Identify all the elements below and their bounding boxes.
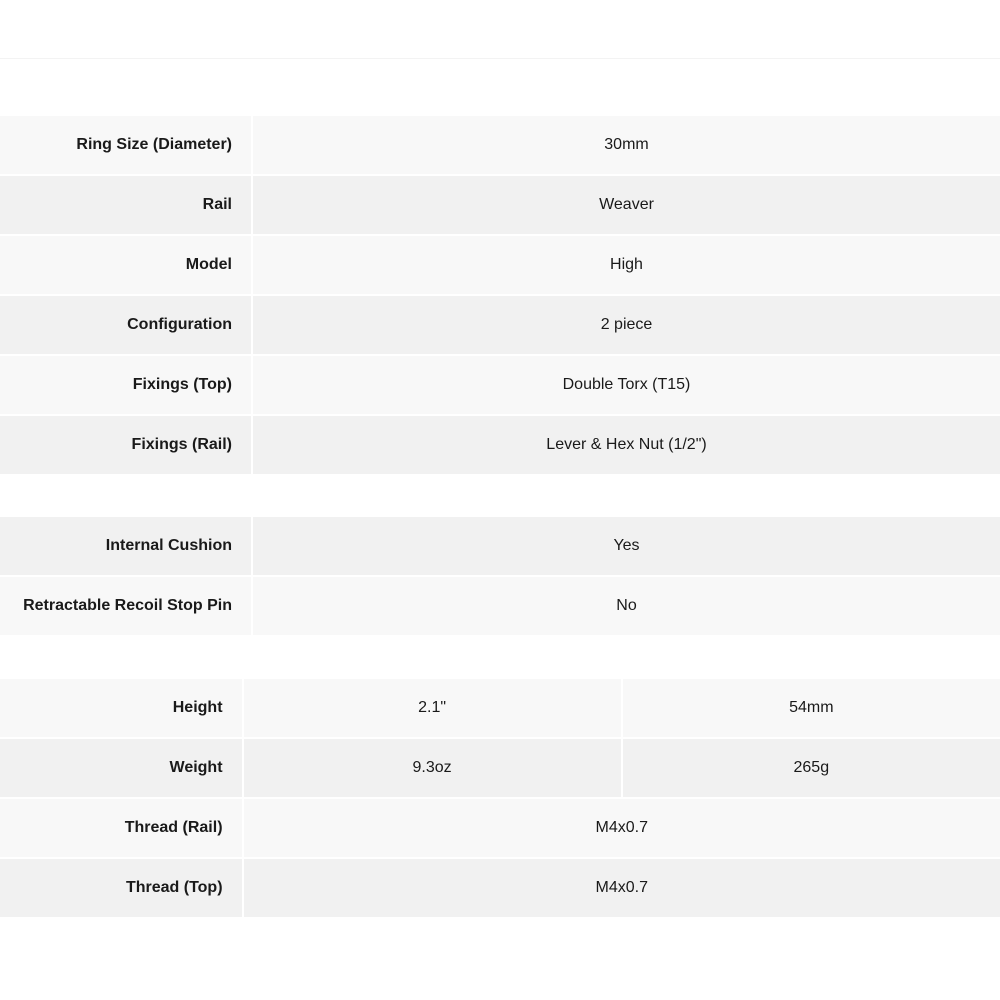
spec-value: No	[253, 577, 1000, 637]
spec-value-metric: 54mm	[623, 679, 1000, 739]
spec-row-thread-rail	[0, 799, 1000, 859]
spec-label: Fixings (Top)	[0, 356, 253, 416]
spec-value: Yes	[253, 517, 1000, 577]
spec-label: Weight	[0, 739, 244, 799]
spec-value: M4x0.7	[244, 799, 1000, 859]
spec-row-height	[0, 679, 1000, 739]
spec-value: High	[253, 236, 1000, 296]
spec-table-dimensions	[0, 679, 1000, 919]
spec-row-internal-cushion	[0, 517, 1000, 577]
spec-value: Double Torx (T15)	[253, 356, 1000, 416]
spec-value: 30mm	[253, 116, 1000, 176]
spec-value: Weaver	[253, 176, 1000, 236]
spec-table-features	[0, 517, 1000, 637]
spec-label: Thread (Rail)	[0, 799, 244, 859]
spec-label: Fixings (Rail)	[0, 416, 253, 476]
spec-row-rail	[0, 176, 1000, 236]
spec-label: Internal Cushion	[0, 517, 253, 577]
spec-value: 2 piece	[253, 296, 1000, 356]
spec-value-imperial: 2.1"	[244, 679, 623, 739]
top-header-band	[0, 0, 1000, 59]
spec-value: Lever & Hex Nut (1/2")	[253, 416, 1000, 476]
spec-row-weight	[0, 739, 1000, 799]
spec-value-imperial: 9.3oz	[244, 739, 623, 799]
spec-table-mount	[0, 116, 1000, 476]
spec-label: Height	[0, 679, 244, 739]
spec-row-fixings-top	[0, 356, 1000, 416]
spec-row-thread-top	[0, 859, 1000, 919]
spec-row-ring-size	[0, 116, 1000, 176]
spec-row-recoil-stop-pin	[0, 577, 1000, 637]
spec-label: Model	[0, 236, 253, 296]
spec-label: Configuration	[0, 296, 253, 356]
spec-row-fixings-rail	[0, 416, 1000, 476]
spec-value-metric: 265g	[623, 739, 1000, 799]
spec-label: Rail	[0, 176, 253, 236]
spec-row-configuration	[0, 296, 1000, 356]
spec-label: Thread (Top)	[0, 859, 244, 919]
spec-row-model	[0, 236, 1000, 296]
spec-value: M4x0.7	[244, 859, 1000, 919]
spec-label: Ring Size (Diameter)	[0, 116, 253, 176]
spec-label: Retractable Recoil Stop Pin	[0, 577, 253, 637]
